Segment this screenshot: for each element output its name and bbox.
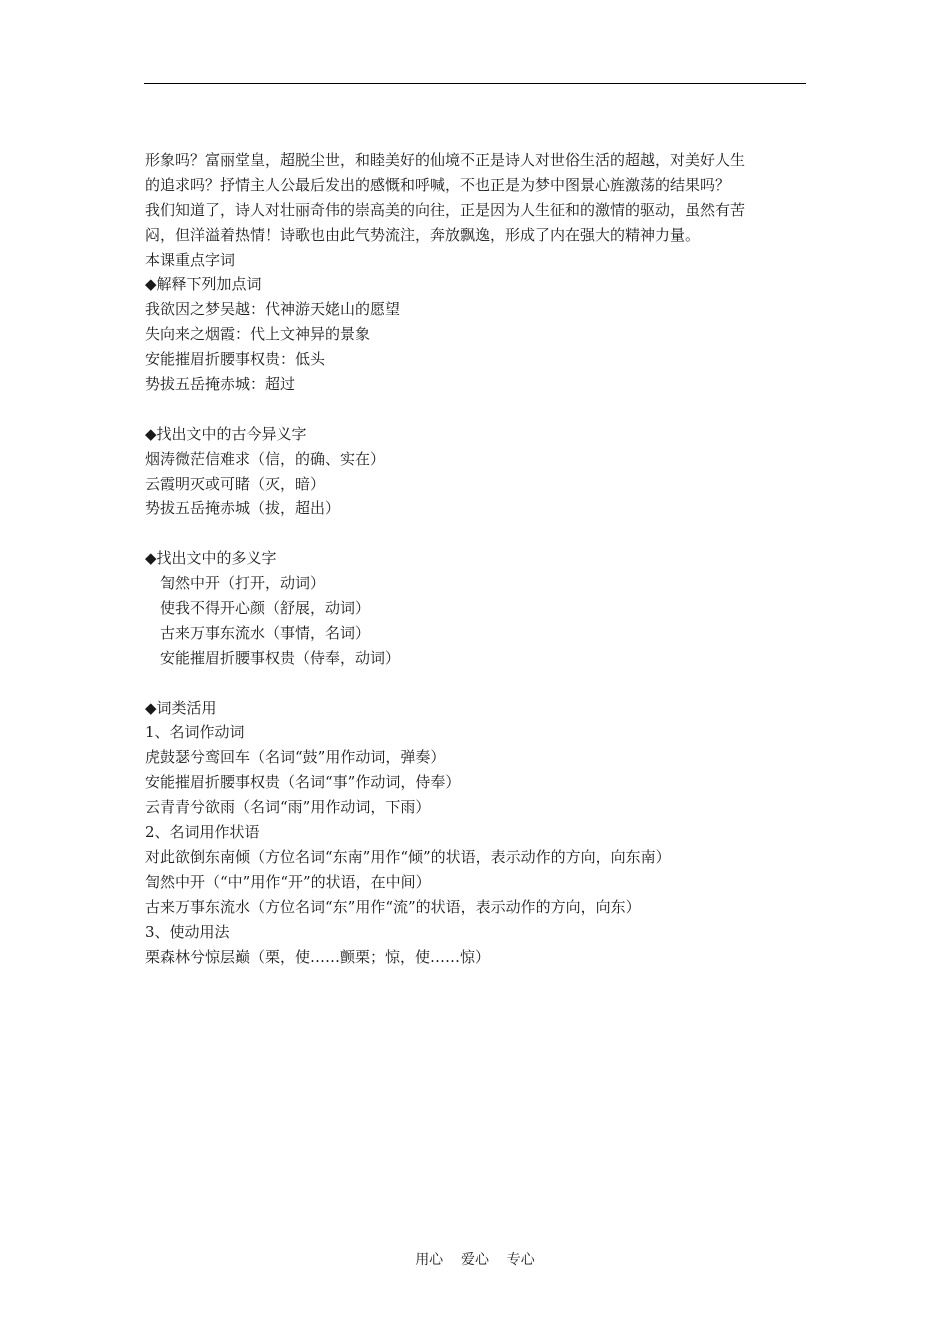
key-words-title: 本课重点字词 [145,250,236,269]
paragraph-line: 我们知道了，诗人对壮丽奇伟的崇高美的向往，正是因为人生征和的激情的驱动，虽然有苦 [145,200,746,219]
list-item: 訇然中开（“中”用作“开”的状语，在中间） [145,872,431,891]
document-body [145,148,810,969]
list-item: 我欲因之梦吴越：代神游天姥山的愿望 [145,300,401,319]
subsection-heading: 3、使动用法 [145,922,230,941]
list-item: 云霞明灭或可睹（灭，暗） [145,474,326,493]
list-item: 烟涛微茫信难求（信，的确、实在） [145,449,386,468]
list-item: 安能摧眉折腰事权贵（名词“事”作动词，侍奉） [145,773,461,792]
list-item: 訇然中开（打开，动词） [160,574,326,593]
blank-line [145,671,810,696]
section-heading: ◆找出文中的多义字 [145,549,277,568]
list-item: 安能摧眉折腰事权贵：低头 [145,350,326,369]
section-heading: ◆解释下列加点词 [145,275,262,294]
list-item: 古来万事东流水（方位名词“东”用作“流”的状语，表示动作的方向，向东） [145,897,641,916]
header-rule [144,83,806,84]
list-item: 云青青兮欲雨（名词“雨”用作动词，下雨） [145,798,431,817]
list-item: 栗森林兮惊层巅（栗，使……颤栗；惊，使……惊） [145,947,491,966]
paragraph-line: 形象吗？富丽堂皇，超脱尘世，和睦美好的仙境不正是诗人对世俗生活的超越，对美好人生 [145,151,746,169]
section-heading: ◆找出文中的古今异义字 [145,424,307,443]
list-item: 对此欲倒东南倾（方位名词“东南”用作“倾”的状语，表示动作的方向，向东南） [145,847,671,866]
blank-line [145,521,810,546]
list-item: 势拔五岳掩赤城（拔，超出） [145,499,341,518]
section-heading: ◆词类活用 [145,698,217,717]
paragraph-line: 闷，但洋溢着热情！诗歌也由此气势流注，奔放飘逸，形成了内在强大的精神力量。 [145,225,701,244]
list-item: 使我不得开心颜（舒展，动词） [160,599,371,618]
list-item: 虎鼓瑟兮鸾回车（名词“鼓”用作动词，弹奏） [145,748,446,767]
blank-line [145,397,810,422]
page-footer: 用心 爱心 专心 [415,1252,535,1268]
subsection-heading: 1、名词作动词 [145,723,245,742]
list-item: 势拔五岳掩赤城：超过 [145,375,296,394]
list-item: 失向来之烟霞：代上文神异的景象 [145,325,371,344]
list-item: 古来万事东流水（事情，名词） [160,623,371,642]
list-item: 安能摧眉折腰事权贵（侍奉，动词） [160,648,401,667]
subsection-heading: 2、名词用作状语 [145,823,260,842]
paragraph-line: 的追求吗？抒情主人公最后发出的感慨和呼喊，不也正是为梦中图景心旌激荡的结果吗？ [145,175,731,194]
